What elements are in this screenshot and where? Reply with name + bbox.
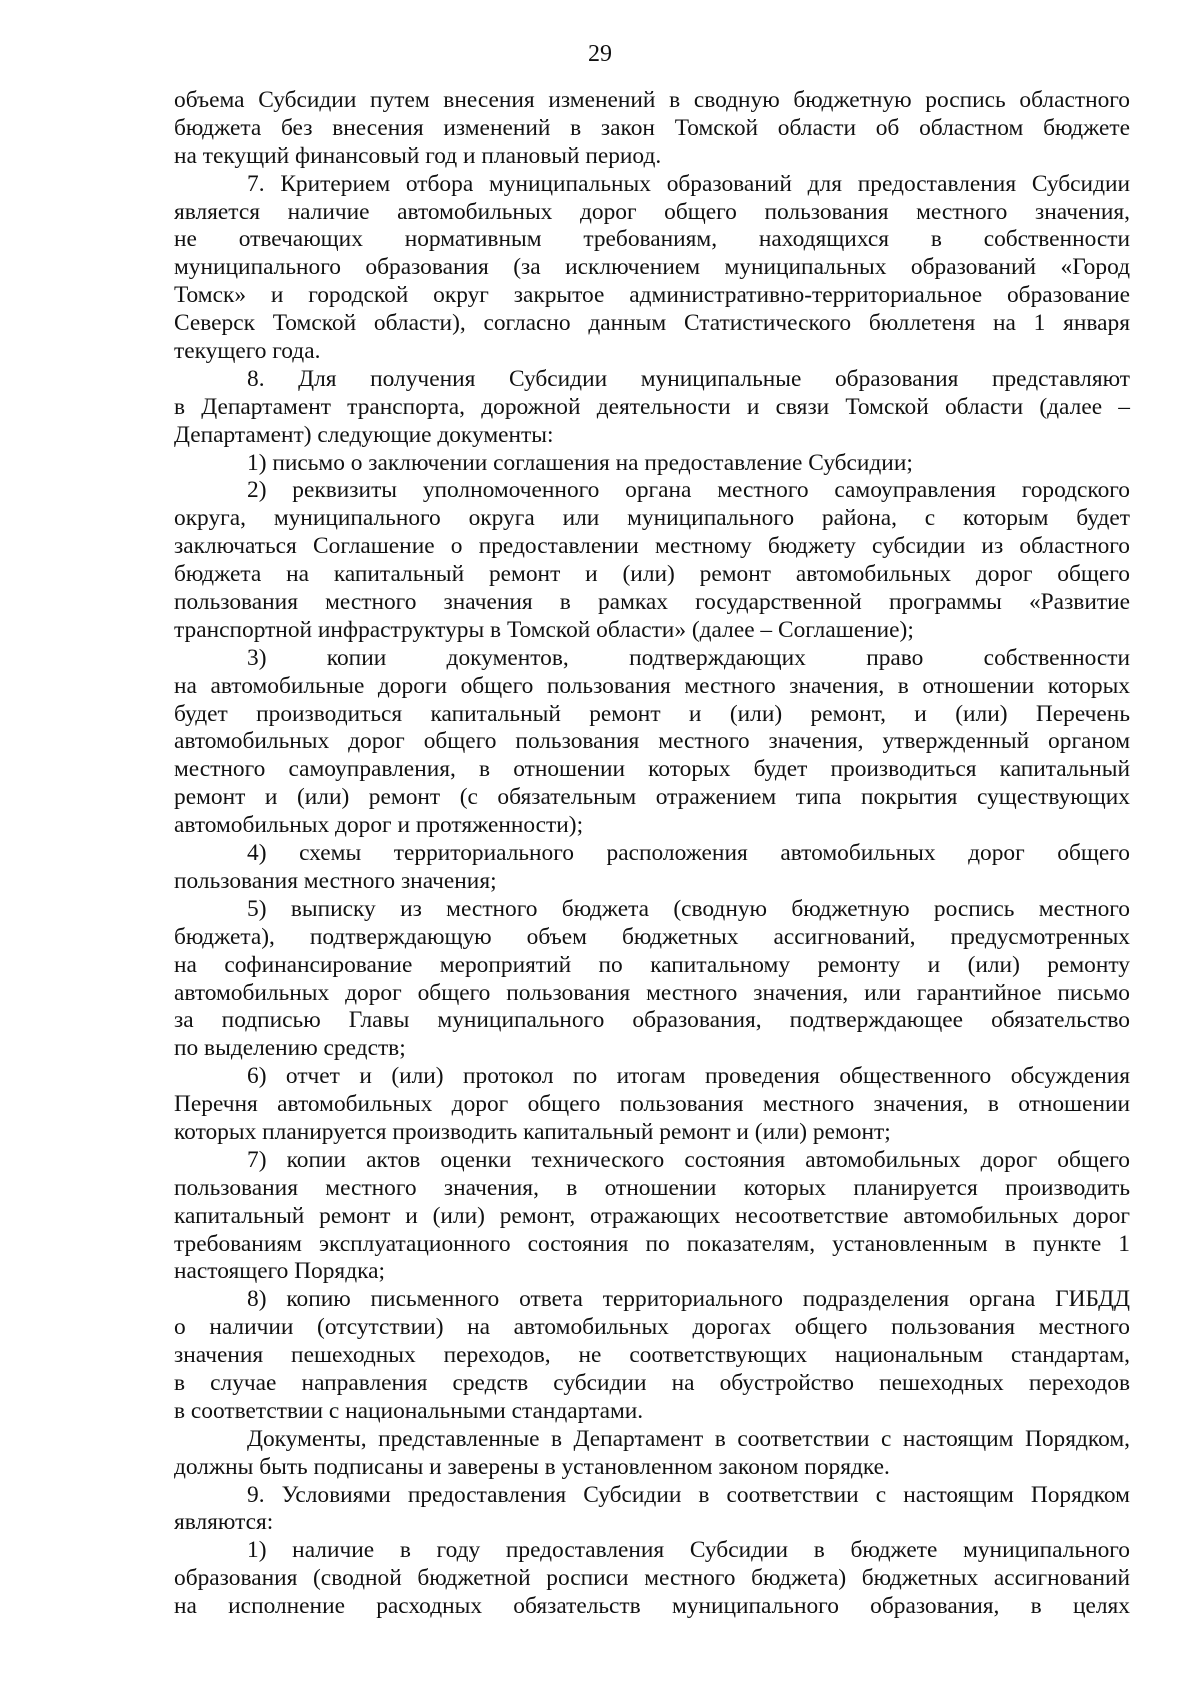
- text-line: в случае направления средств субсидии на обустройство пешеходных переходов: [174, 1369, 1130, 1396]
- paragraph: [174, 1063, 1130, 1147]
- text-line: 5) выписку из местного бюджета (сводную бюджетную роспись местного: [247, 895, 1130, 922]
- text-line: на автомобильные дороги общего пользования местного значения, в отношении которых: [174, 672, 1130, 699]
- text-line: на исполнение расходных обязательств муниципального образования, в целях: [174, 1593, 1130, 1620]
- text-line: значения пешеходных переходов, не соответствующих национальным стандартам,: [174, 1342, 1130, 1369]
- text-line: текущего года.: [174, 338, 321, 365]
- text-line: 3) копии документов, подтверждающих право собственности: [247, 644, 1130, 671]
- text-line: заключаться Соглашение о предоставлении местному бюджету субсидии из областного: [174, 533, 1130, 560]
- text-line: в соответствии с национальными стандартами.: [174, 1397, 644, 1424]
- text-line: автомобильных дорог общего пользования местного значения, или гарантийное письмо: [174, 979, 1130, 1006]
- document-body: [174, 87, 1130, 1621]
- text-line: является наличие автомобильных дорог общего пользования местного значения,: [174, 198, 1130, 225]
- text-line: автомобильных дорог и протяженности);: [174, 812, 584, 839]
- text-line: 8. Для получения Субсидии муниципальные образования представляют: [247, 365, 1130, 392]
- text-line: пользования местного значения в рамках государственной программы «Развитие: [174, 589, 1130, 616]
- text-line: требованиям эксплуатационного состояния по показателям, установленным в пункте 1: [174, 1230, 1130, 1257]
- text-line: 1) наличие в году предоставления Субсидии в бюджете муниципального: [247, 1537, 1130, 1564]
- text-line: 1) письмо о заключении соглашения на предоставление Субсидии;: [247, 449, 913, 476]
- paragraph: [174, 171, 1130, 366]
- paragraph: [174, 450, 1130, 478]
- text-line: Департамент) следующие документы:: [174, 421, 554, 448]
- text-line: настоящего Порядка;: [174, 1258, 385, 1285]
- text-line: в Департамент транспорта, дорожной деятельности и связи Томской области (далее –: [174, 393, 1130, 420]
- text-line: не отвечающих нормативным требованиям, находящихся в собственности: [174, 226, 1130, 253]
- paragraph: [174, 366, 1130, 450]
- text-line: должны быть подписаны и заверены в установленном законом порядке.: [174, 1453, 890, 1480]
- text-line: капитальный ремонт и (или) ремонт, отражающих несоответствие автомобильных дорог: [174, 1202, 1130, 1229]
- text-line: 4) схемы территориального расположения автомобильных дорог общего: [247, 840, 1130, 867]
- text-line: на софинансирование мероприятий по капитальному ремонту и (или) ремонту: [174, 951, 1130, 978]
- text-line: Томск» и городской округ закрытое административно-территориальное образование: [174, 282, 1130, 309]
- paragraph: [174, 1147, 1130, 1286]
- text-line: пользования местного значения, в отношении которых планируется производить: [174, 1174, 1130, 1201]
- text-line: на текущий финансовый год и плановый период.: [174, 142, 662, 169]
- paragraph: [174, 1286, 1130, 1425]
- text-line: 7. Критерием отбора муниципальных образований для предоставления Субсидии: [247, 170, 1130, 197]
- page-number: 29: [588, 41, 612, 67]
- paragraph: [174, 896, 1130, 1063]
- text-line: бюджета на капитальный ремонт и (или) ремонт автомобильных дорог общего: [174, 561, 1130, 588]
- text-line: о наличии (отсутствии) на автомобильных дорогах общего пользования местного: [174, 1314, 1130, 1341]
- text-line: автомобильных дорог общего пользования местного значения, утвержденный органом: [174, 728, 1130, 755]
- text-line: местного самоуправления, в отношении которых будет производиться капитальный: [174, 756, 1130, 783]
- paragraph: [174, 1482, 1130, 1538]
- text-line: за подписью Главы муниципального образования, подтверждающее обязательство: [174, 1007, 1130, 1034]
- text-line: образования (сводной бюджетной росписи местного бюджета) бюджетных ассигнований: [174, 1565, 1130, 1592]
- text-line: ремонт и (или) ремонт (с обязательным отражением типа покрытия существующих: [174, 784, 1130, 811]
- text-line: Перечня автомобильных дорог общего пользования местного значения, в отношении: [174, 1091, 1130, 1118]
- text-line: 8) копию письменного ответа территориального подразделения органа ГИБДД: [247, 1286, 1130, 1313]
- text-line: муниципального образования (за исключением муниципальных образований «Город: [174, 254, 1130, 281]
- paragraph: [174, 477, 1130, 644]
- paragraph: [174, 840, 1130, 896]
- paragraph: [174, 645, 1130, 840]
- text-line: транспортной инфраструктуры в Томской области» (далее – Соглашение);: [174, 616, 914, 643]
- text-line: объема Субсидии путем внесения изменений в сводную бюджетную роспись областного: [174, 87, 1130, 113]
- text-line: Северск Томской области), согласно данным Статистического бюллетеня на 1 января: [174, 310, 1130, 337]
- text-line: Документы, представленные в Департамент в соответствии с настоящим Порядком,: [247, 1425, 1130, 1452]
- text-line: округа, муниципального округа или муниципального района, с которым будет: [174, 505, 1130, 532]
- text-line: которых планируется производить капитальный ремонт и (или) ремонт;: [174, 1118, 891, 1145]
- text-line: 7) копии актов оценки технического состояния автомобильных дорог общего: [247, 1146, 1130, 1173]
- text-line: 9. Условиями предоставления Субсидии в соответствии с настоящим Порядком: [247, 1481, 1130, 1508]
- text-line: пользования местного значения;: [174, 867, 497, 894]
- text-line: по выделению средств;: [174, 1035, 406, 1062]
- text-line: 2) реквизиты уполномоченного органа местного самоуправления городского: [247, 477, 1130, 504]
- paragraph: [174, 1426, 1130, 1482]
- paragraph: [174, 1537, 1130, 1621]
- text-line: являются:: [174, 1509, 274, 1536]
- text-line: бюджета без внесения изменений в закон Томской области об областном бюджете: [174, 114, 1130, 141]
- text-line: будет производиться капитальный ремонт и (или) ремонт, и (или) Перечень: [174, 700, 1130, 727]
- text-line: бюджета), подтверждающую объем бюджетных ассигнований, предусмотренных: [174, 923, 1130, 950]
- paragraph: [174, 87, 1130, 171]
- text-line: 6) отчет и (или) протокол по итогам проведения общественного обсуждения: [247, 1063, 1130, 1090]
